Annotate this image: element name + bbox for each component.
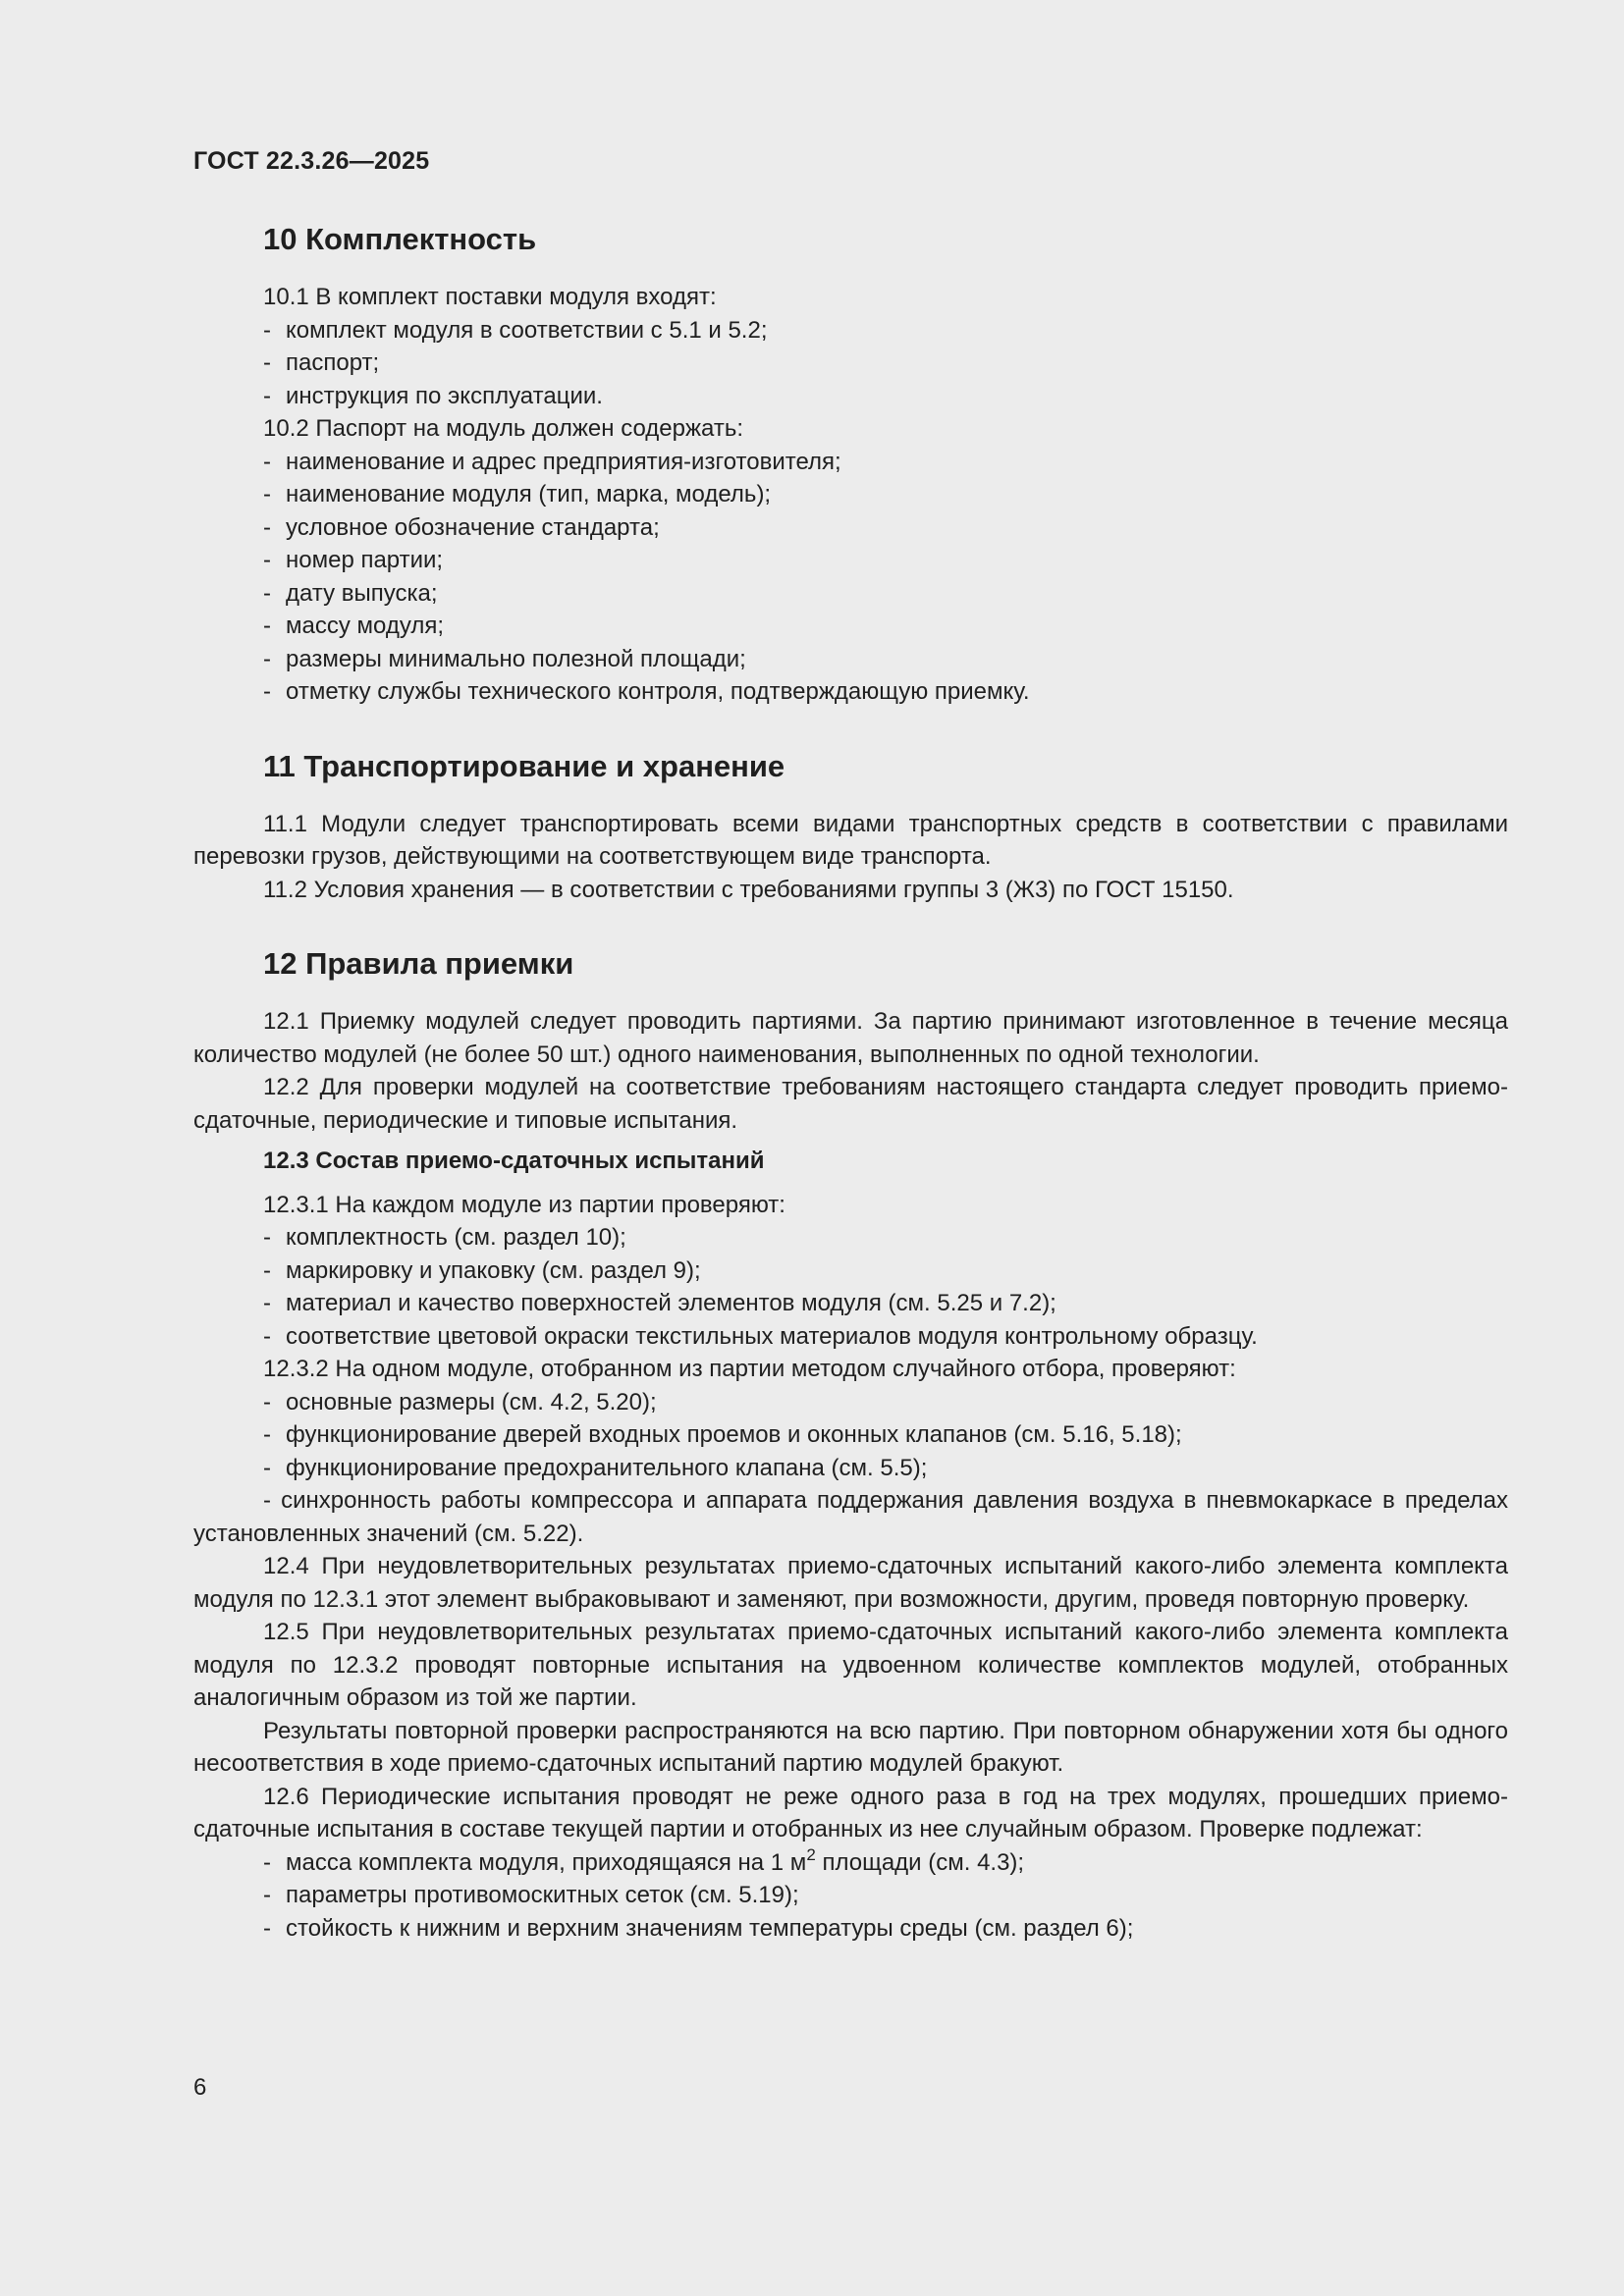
list-item	[193, 1320, 1508, 1354]
list-dash: -	[263, 1454, 271, 1481]
list-dash: -	[263, 1388, 271, 1415]
list-item-text: маркировку и упаковку (см. раздел 9);	[286, 1256, 701, 1284]
list-item	[193, 544, 1508, 577]
list-item-text: соответствие цветовой окраски текстильных материалов модуля контрольному образцу.	[286, 1322, 1258, 1350]
list-item-text: основные размеры (см. 4.2, 5.20);	[286, 1388, 657, 1415]
list-dash: -	[263, 448, 271, 475]
clause-12-5-continuation: Результаты повторной проверки распространяются на всю партию. При повторном обнаружении хотя бы одного несоответствия в ходе приемо-сдаточных испытаний партию модулей бракуют.	[193, 1717, 1508, 1777]
list-dash: -	[263, 1322, 271, 1350]
list-item-text: паспорт;	[286, 349, 380, 376]
list-item	[193, 675, 1508, 709]
list-dash: -	[263, 1848, 271, 1876]
list-item	[193, 478, 1508, 511]
list-dash: -	[263, 645, 271, 672]
section-11-title: 11 Транспортирование и хранение	[263, 748, 785, 783]
list-dash: -	[263, 1224, 271, 1251]
document-code-header: ГОСТ 22.3.26—2025	[193, 147, 430, 175]
section-12-title: 12 Правила приемки	[263, 946, 574, 981]
clause-11-2: 11.2 Условия хранения — в соответствии с требованиями группы 3 (Ж3) по ГОСТ 15150.	[263, 876, 1234, 903]
list-item	[193, 1846, 1508, 1880]
list-dash: -	[263, 1421, 271, 1448]
clause-11-1: 11.1 Модули следует транспортировать всеми видами транспортных средств в соответствии с правилами перевозки грузов, действующими на соответствующем виде транспорта.	[193, 810, 1508, 870]
list-dash: -	[263, 1290, 271, 1316]
list-item	[193, 577, 1508, 611]
list-item	[193, 1912, 1508, 1946]
list-item	[193, 1418, 1508, 1452]
list-dash: -	[263, 316, 271, 344]
list-item	[193, 610, 1508, 643]
superscript: 2	[806, 1844, 816, 1864]
list-item-text: площади (см. 4.3);	[815, 1848, 1025, 1876]
list-item	[193, 511, 1508, 545]
section-10-title: 10 Комплектность	[263, 222, 537, 256]
list-dash: -	[263, 382, 271, 409]
clause-12-3-2: 12.3.2 На одном модуле, отобранном из партии методом случайного отбора, проверяют:	[263, 1356, 1236, 1382]
list-item-text: комплектность (см. раздел 10);	[286, 1224, 626, 1251]
list-item-text: функционирование дверей входных проемов и оконных клапанов (см. 5.16, 5.18);	[286, 1421, 1182, 1448]
clause-10-1: 10.1 В комплект поставки модуля входят:	[263, 284, 717, 310]
clause-12-6: 12.6 Периодические испытания проводят не реже одного раза в год на трех модулях, прошедших приемо-сдаточные испытания в составе текущей партии и отобранных из нее случайным образом. Проверке подлежат:	[193, 1783, 1508, 1842]
list-dash: -	[263, 1882, 271, 1908]
list-item-text: массу модуля;	[286, 613, 444, 639]
list-item-text: функционирование предохранительного клапана (см. 5.5);	[286, 1454, 928, 1481]
list-dash: -	[263, 579, 271, 607]
list-item-text: номер партии;	[286, 547, 444, 573]
clause-12-1: 12.1 Приемку модулей следует проводить партиями. За партию принимают изготовленное в течение месяца количество модулей (не более 50 шт.) одного наименования, выполненных по одной технологии.	[193, 1008, 1508, 1068]
list-dash: -	[263, 547, 271, 573]
list-item-text: дату выпуска;	[286, 579, 438, 607]
list-dash: -	[263, 613, 271, 639]
list-dash: -	[263, 1256, 271, 1284]
list-item	[193, 314, 1508, 347]
list-item	[193, 1452, 1508, 1485]
list-dash: -	[263, 1914, 271, 1942]
list-item	[193, 1879, 1508, 1912]
clause-12-3-1: 12.3.1 На каждом модуле из партии проверяют:	[263, 1191, 785, 1218]
list-item	[193, 1255, 1508, 1288]
document-body	[193, 220, 1508, 1945]
clause-12-4: 12.4 При неудовлетворительных результатах приемо-сдаточных испытаний какого-либо элемента комплекта модуля по 12.3.1 этот элемент выбраковывают и заменяют, при возможности, другим, проведя повторную проверку.	[193, 1553, 1508, 1613]
list-item	[193, 446, 1508, 479]
clause-12-2: 12.2 Для проверки модулей на соответствие требованиям настоящего стандарта следует проводить приемо-сдаточные, периодические и типовые испытания.	[193, 1074, 1508, 1134]
list-item-text: параметры противомоскитных сеток (см. 5.19);	[286, 1882, 799, 1908]
clause-10-2: 10.2 Паспорт на модуль должен содержать:	[263, 415, 744, 442]
list-item-text: стойкость к нижним и верхним значениям температуры среды (см. раздел 6);	[286, 1914, 1134, 1942]
list-item-text: материал и качество поверхностей элементов модуля (см. 5.25 и 7.2);	[286, 1290, 1056, 1316]
subsection-12-3-title: 12.3 Состав приемо-сдаточных испытаний	[263, 1148, 765, 1174]
list-item-text: отметку службы технического контроля, подтверждающую приемку.	[286, 678, 1030, 705]
list-item-text: инструкция по эксплуатации.	[286, 382, 603, 409]
page-number: 6	[193, 2074, 207, 2101]
list-item	[193, 1386, 1508, 1419]
list-item-text: размеры минимально полезной площади;	[286, 645, 746, 672]
list-dash: -	[263, 513, 271, 541]
list-item-text: наименование модуля (тип, марка, модель);	[286, 481, 772, 507]
list-item-wrapped: - синхронность работы компрессора и аппарата поддержания давления воздуха в пневмокаркасе в пределах установленных значений (см. 5.22).	[193, 1487, 1508, 1547]
list-item	[193, 1287, 1508, 1320]
list-item	[193, 643, 1508, 676]
list-item	[193, 1221, 1508, 1255]
list-item	[193, 380, 1508, 413]
list-item-text: наименование и адрес предприятия-изготовителя;	[286, 448, 841, 475]
list-dash: -	[263, 481, 271, 507]
list-dash: -	[263, 678, 271, 705]
list-item-text: комплект модуля в соответствии с 5.1 и 5.2;	[286, 316, 768, 344]
list-item-text: условное обозначение стандарта;	[286, 513, 660, 541]
list-item	[193, 347, 1508, 380]
list-dash: -	[263, 349, 271, 376]
clause-12-5: 12.5 При неудовлетворительных результатах приемо-сдаточных испытаний какого-либо элемента комплекта модуля по 12.3.2 проводят повторные испытания на удвоенном количестве комплектов модулей, отобранных аналогичным образом из той же партии.	[193, 1619, 1508, 1711]
list-item-text: масса комплекта модуля, приходящаяся на 1 м	[286, 1848, 807, 1876]
